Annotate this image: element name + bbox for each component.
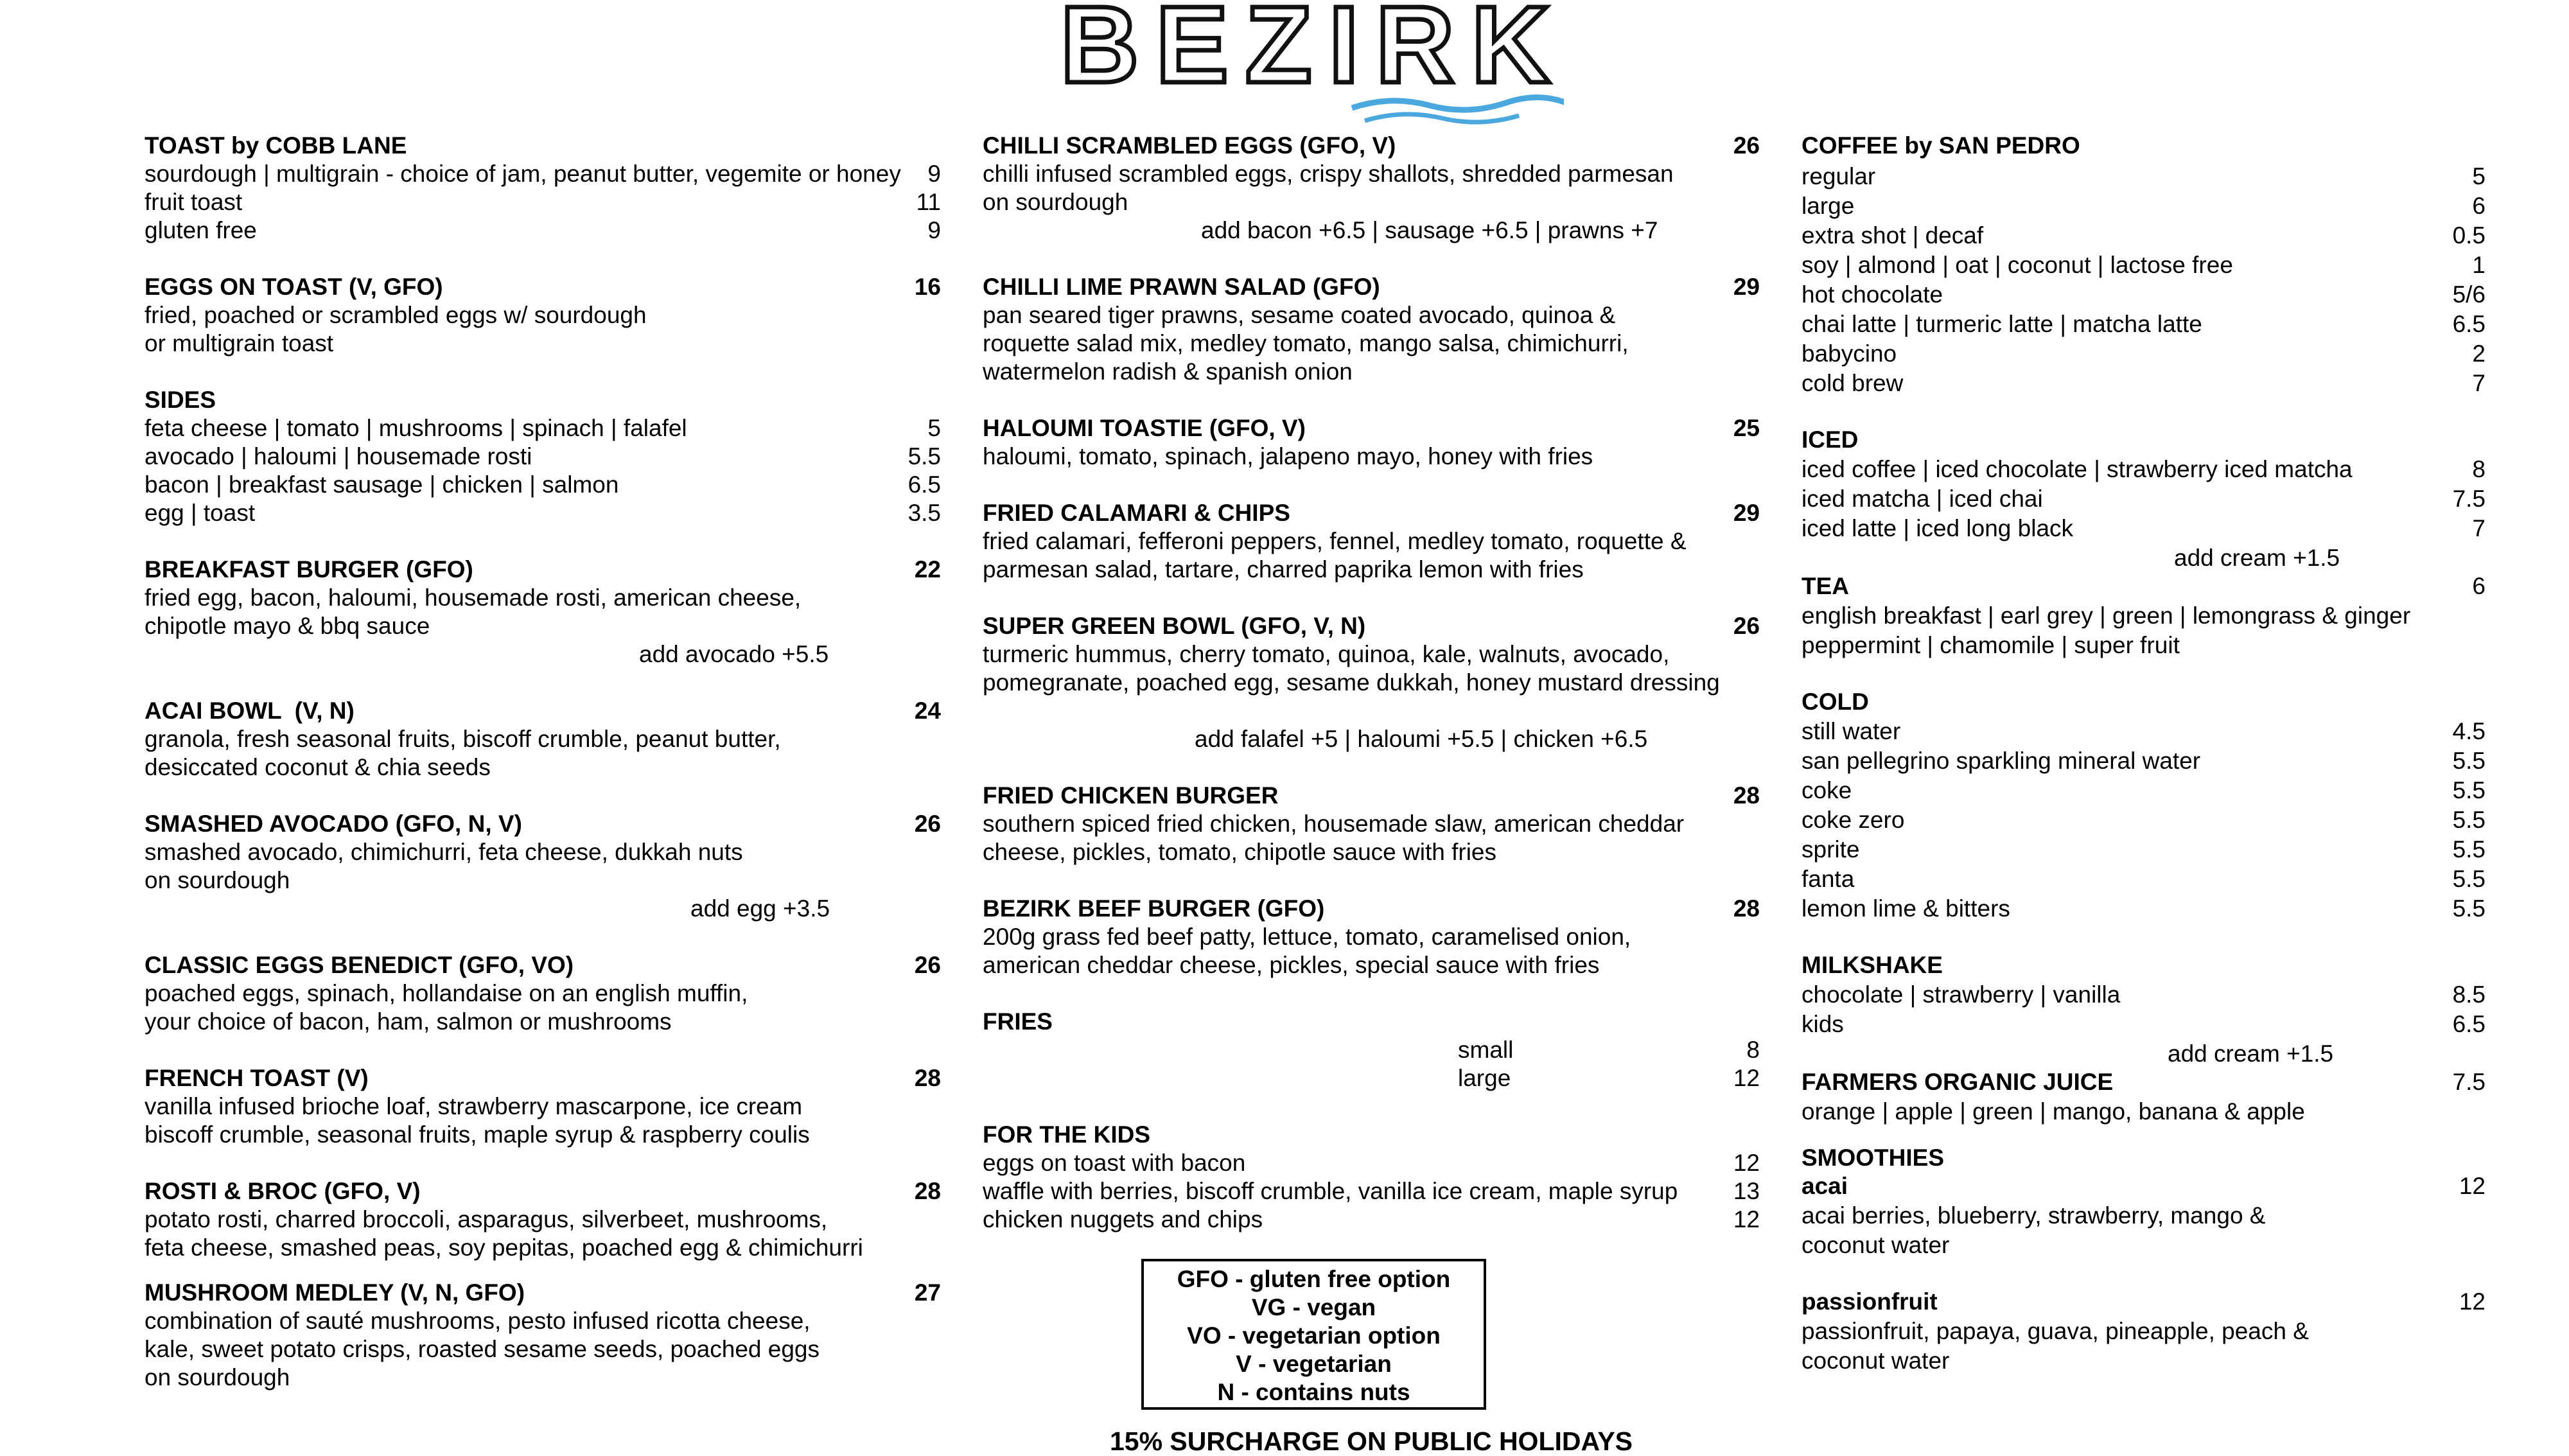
row-text: babycino	[1802, 340, 1897, 367]
row-price: 12	[1733, 1150, 1760, 1176]
row-price: 9	[927, 217, 941, 243]
item-description: haloumi, tomato, spinach, jalapeno mayo, honey with fries	[983, 443, 1593, 469]
menu-row	[1802, 747, 2486, 775]
item-description: coconut water	[1802, 1232, 1950, 1258]
menu-row	[1802, 981, 2486, 1009]
item-description: potato rosti, charred broccoli, asparagus, silverbeet, mushrooms,	[145, 1206, 828, 1232]
menu-row	[1802, 717, 2486, 746]
item-description: vanilla infused brioche loaf, strawberry mascarpone, ice cream	[145, 1093, 803, 1119]
menu-item-breakfast-burger	[145, 556, 941, 669]
row-text: regular	[1802, 163, 1876, 189]
menu-item-eggs-on-toast	[145, 273, 941, 358]
section-title: COLD	[1802, 689, 1869, 715]
item-price: 7.5	[2452, 1069, 2486, 1095]
item-description: poached eggs, spinach, hollandaise on an english muffin,	[145, 980, 748, 1006]
row-price: 5.5	[2452, 748, 2486, 774]
item-description: feta cheese, smashed peas, soy pepitas, poached egg & chimichurri	[145, 1234, 863, 1261]
item-description: smashed avocado, chimichurri, feta cheese, dukkah nuts	[145, 839, 743, 865]
legend-entry: VG - vegan	[1251, 1294, 1376, 1320]
item-description: combination of sauté mushrooms, pesto infused ricotta cheese,	[145, 1308, 811, 1334]
row-text: hot chocolate	[1802, 281, 1943, 308]
row-text: iced matcha | iced chai	[1802, 486, 2043, 512]
item-title: HALOUMI TOASTIE (GFO, V) 25	[983, 415, 1760, 441]
menu-item-chicken-burger	[983, 782, 1760, 866]
menu-item-acai-bowl	[145, 697, 941, 782]
menu-row	[145, 188, 941, 216]
item-title: CHILLI SCRAMBLED EGGS (GFO, V) 26	[983, 132, 1760, 159]
item-title: ACAI BOWL (V, N) 24	[145, 697, 941, 724]
item-title: TEA 6	[1802, 573, 2486, 599]
item-description: chipotle mayo & bbq sauce	[145, 613, 430, 639]
item-description: fried calamari, fefferoni peppers, fennel, medley tomato, roquette &	[983, 528, 1687, 554]
section-fries	[983, 1008, 1760, 1092]
menu-row	[1802, 222, 2486, 250]
row-text: egg | toast	[145, 500, 256, 526]
row-text: iced coffee | iced chocolate | strawberry iced matcha	[1802, 456, 2353, 482]
menu-row	[1802, 865, 2486, 893]
menu-row	[145, 216, 941, 245]
menu-item-mushroom-medley	[145, 1279, 941, 1392]
row-text: coke	[1802, 777, 1852, 803]
item-title: CHILLI LIME PRAWN SALAD (GFO) 29	[983, 274, 1760, 300]
row-price: 11	[916, 189, 941, 215]
item-price: 28	[1733, 782, 1760, 809]
row-price: 0.5	[2452, 222, 2486, 249]
row-price: 5	[927, 415, 941, 441]
row-text: iced latte | iced long black	[1802, 515, 2074, 541]
menu-item-green-bowl	[983, 612, 1760, 753]
item-description: chilli infused scrambled eggs, crispy shallots, shredded parmesan	[983, 161, 1674, 187]
menu-row	[983, 1177, 1760, 1206]
item-price: 26	[914, 952, 941, 978]
item-title: acai 12	[1802, 1173, 2486, 1199]
row-price: 4.5	[2452, 718, 2486, 744]
menu-row	[1802, 776, 2486, 805]
row-price: 1	[2472, 252, 2486, 278]
row-price: 5.5	[2452, 777, 2486, 803]
item-description: acai berries, blueberry, strawberry, mango &	[1802, 1202, 2266, 1229]
menu-column-food	[145, 132, 941, 1392]
menu-item-smashed-avocado	[145, 810, 941, 923]
row-price: 5.5	[2452, 836, 2486, 863]
item-price: 25	[1733, 415, 1760, 441]
row-text: chicken nuggets and chips	[983, 1206, 1263, 1232]
menu-column-mains	[983, 132, 1760, 1234]
row-text: still water	[1802, 718, 1901, 744]
item-title: passionfruit 12	[1802, 1288, 2486, 1315]
item-description: cheese, pickles, tomato, chipotle sauce with fries	[983, 839, 1496, 865]
item-description: 200g grass fed beef patty, lettuce, tomato, caramelised onion,	[983, 924, 1631, 950]
row-text: soy | almond | oat | coconut | lactose free	[1802, 252, 2233, 278]
section-coffee	[1802, 132, 2486, 398]
row-text: sourdough | multigrain - choice of jam, peanut butter, vegemite or honey	[145, 161, 901, 187]
surcharge-notice: 15% SURCHARGE ON PUBLIC HOLIDAYS	[1109, 1426, 1633, 1456]
menu-row	[983, 1206, 1760, 1234]
legend-entry: GFO - gluten free option	[1177, 1266, 1451, 1292]
item-description: granola, fresh seasonal fruits, biscoff crumble, peanut butter,	[145, 726, 781, 752]
item-description: peppermint | chamomile | super fruit	[1802, 632, 2180, 658]
section-smoothies	[1802, 1144, 2486, 1375]
item-price: 6	[2472, 573, 2486, 599]
menu-row	[1802, 310, 2486, 338]
item-addon: add egg +3.5	[690, 895, 830, 922]
menu-row	[983, 1064, 1760, 1092]
menu-row	[1802, 162, 2486, 191]
row-text: chocolate | strawberry | vanilla	[1802, 981, 2121, 1008]
menu-item-rosti-broc	[145, 1177, 941, 1262]
menu-row	[983, 1149, 1760, 1177]
item-addon: add cream +1.5	[2168, 1040, 2334, 1067]
row-text: chai latte | turmeric latte | matcha latte	[1802, 311, 2202, 337]
section-cold	[1802, 688, 2486, 923]
row-text: large	[1802, 193, 1855, 219]
dietary-legend	[1141, 1259, 1486, 1410]
row-text: coke zero	[1802, 807, 1905, 833]
item-title: SMASHED AVOCADO (GFO, N, V) 26	[145, 811, 941, 837]
section-iced	[1802, 426, 2486, 572]
row-text: san pellegrino sparkling mineral water	[1802, 748, 2201, 774]
row-price: 8	[1746, 1037, 1760, 1063]
row-price: 6.5	[2452, 311, 2486, 337]
row-price: 6.5	[907, 471, 941, 498]
item-description: english breakfast | earl grey | green | lemongrass & ginger	[1802, 602, 2411, 629]
row-price: 5.5	[907, 443, 941, 469]
section-title: COFFEE by SAN PEDRO	[1802, 132, 2080, 159]
menu-item-calamari	[983, 499, 1760, 584]
row-price: 5.5	[2452, 866, 2486, 892]
section-title: ICED	[1802, 426, 1859, 453]
menu-row	[145, 471, 941, 499]
section-milkshake	[1802, 951, 2486, 1068]
legend-entry: VO - vegetarian option	[1187, 1322, 1441, 1349]
menu-row	[145, 160, 941, 188]
menu-row	[145, 499, 941, 527]
row-price: 13	[1733, 1178, 1760, 1204]
item-price: 26	[914, 811, 941, 837]
row-text: extra shot | decaf	[1802, 222, 1984, 249]
wave-icon-lower	[1365, 114, 1519, 122]
row-price: 2	[2472, 340, 2486, 367]
item-addon: add cream +1.5	[2174, 545, 2340, 571]
menu-item-chilli-eggs	[983, 132, 1760, 245]
item-title: FARMERS ORGANIC JUICE 7.5	[1802, 1069, 2486, 1095]
section-kids	[983, 1121, 1760, 1234]
row-price: 7	[2472, 370, 2486, 396]
item-description: on sourdough	[145, 867, 290, 893]
row-text: lemon lime & bitters	[1802, 895, 2010, 922]
item-addon: add avocado +5.5	[639, 641, 829, 667]
menu-column-drinks	[1802, 132, 2486, 1375]
menu-row	[145, 414, 941, 443]
menu-row	[1802, 836, 2486, 864]
section-sides	[145, 386, 941, 527]
menu-row	[1802, 369, 2486, 398]
item-title: EGGS ON TOAST (V, GFO) 16	[145, 274, 941, 300]
section-title: FRIES	[983, 1008, 1053, 1035]
item-price: 28	[914, 1178, 941, 1204]
menu-item-tea	[1802, 572, 2486, 660]
item-description: orange | apple | green | mango, banana & apple	[1802, 1098, 2305, 1125]
legend-entry: V - vegetarian	[1236, 1351, 1392, 1377]
item-title: FRENCH TOAST (V) 28	[145, 1065, 941, 1091]
menu-row	[983, 1036, 1760, 1064]
item-title: FRIED CHICKEN BURGER 28	[983, 782, 1760, 809]
menu-item-juice	[1802, 1068, 2486, 1126]
row-price: 5/6	[2452, 281, 2486, 308]
item-price: 29	[1733, 274, 1760, 300]
legend-entry: N - contains nuts	[1217, 1379, 1410, 1405]
section-title: SMOOTHIES	[1802, 1145, 1945, 1171]
item-price: 29	[1733, 500, 1760, 526]
row-price: 5	[2472, 163, 2486, 189]
menu-row	[145, 443, 941, 471]
row-price: 7.5	[2452, 486, 2486, 512]
item-description: american cheddar cheese, pickles, special sauce with fries	[983, 952, 1600, 978]
section-title: MILKSHAKE	[1802, 952, 1943, 978]
item-description: passionfruit, papaya, guava, pineapple, peach &	[1802, 1318, 2309, 1344]
item-price: 26	[1733, 132, 1760, 159]
item-price: 22	[914, 556, 941, 583]
menu-row	[1802, 455, 2486, 484]
bezirk-logo	[1063, 0, 1564, 135]
item-title: CLASSIC EGGS BENEDICT (GFO, VO) 26	[145, 952, 941, 978]
item-description: your choice of bacon, ham, salmon or mushrooms	[145, 1008, 672, 1035]
item-description: biscoff crumble, seasonal fruits, maple syrup & raspberry coulis	[145, 1121, 810, 1148]
menu-row	[1802, 340, 2486, 368]
row-price: 5.5	[2452, 895, 2486, 922]
item-description: pan seared tiger prawns, sesame coated avocado, quinoa &	[983, 302, 1616, 328]
row-text: fruit toast	[145, 189, 243, 215]
section-toast	[145, 132, 941, 245]
item-price: 24	[914, 697, 941, 724]
item-description: desiccated coconut & chia seeds	[145, 754, 491, 780]
item-price: 27	[914, 1279, 941, 1306]
row-text: kids	[1802, 1011, 1844, 1037]
row-text: waffle with berries, biscoff crumble, vanilla ice cream, maple syrup	[983, 1178, 1678, 1204]
item-description: southern spiced fried chicken, housemade slaw, american cheddar	[983, 811, 1685, 837]
row-text: gluten free	[145, 217, 257, 243]
row-text: fanta	[1802, 866, 1855, 892]
row-price: 12	[1733, 1206, 1760, 1232]
item-description: on sourdough	[145, 1364, 290, 1390]
section-title: FOR THE KIDS	[983, 1121, 1151, 1148]
row-price: 6	[2472, 193, 2486, 219]
item-title: MUSHROOM MEDLEY (V, N, GFO) 27	[145, 1279, 941, 1306]
row-text: eggs on toast with bacon	[983, 1150, 1246, 1176]
menu-row	[1802, 514, 2486, 543]
item-description: coconut water	[1802, 1347, 1950, 1374]
item-title: BEZIRK BEEF BURGER (GFO) 28	[983, 895, 1760, 922]
item-title: BREAKFAST BURGER (GFO) 22	[145, 556, 941, 583]
item-description: on sourdough	[983, 189, 1128, 215]
item-description: roquette salad mix, medley tomato, mango salsa, chimichurri,	[983, 330, 1629, 356]
row-text: bacon | breakfast sausage | chicken | salmon	[145, 471, 619, 498]
menu-row	[1802, 806, 2486, 834]
item-description: watermelon radish & spanish onion	[983, 358, 1353, 385]
menu-item-haloumi-toastie	[983, 414, 1760, 471]
item-price: 16	[914, 274, 941, 300]
row-text: feta cheese | tomato | mushrooms | spinach | falafel	[145, 415, 687, 441]
menu-row	[1802, 192, 2486, 220]
item-description: or multigrain toast	[145, 330, 334, 356]
row-price: 6.5	[2452, 1011, 2486, 1037]
menu-item-french-toast	[145, 1064, 941, 1149]
item-description: kale, sweet potato crisps, roasted sesame seeds, poached eggs	[145, 1336, 820, 1362]
item-price: 28	[914, 1065, 941, 1091]
item-price: 12	[2459, 1173, 2486, 1199]
row-price: 12	[1733, 1065, 1760, 1091]
menu-row	[1802, 1010, 2486, 1039]
section-title: TOAST by COBB LANE	[145, 132, 407, 159]
row-price: 7	[2472, 515, 2486, 541]
item-title: SUPER GREEN BOWL (GFO, V, N) 26	[983, 613, 1760, 639]
menu-item-eggs-benedict	[145, 951, 941, 1036]
menu-item-beef-burger	[983, 895, 1760, 979]
item-description: turmeric hummus, cherry tomato, quinoa, kale, walnuts, avocado,	[983, 641, 1670, 667]
item-description: fried, poached or scrambled eggs w/ sourdough	[145, 302, 647, 328]
row-price: 3.5	[907, 500, 941, 526]
row-text: large	[1458, 1065, 1511, 1091]
item-addon: add falafel +5 | haloumi +5.5 | chicken +6.5	[1195, 726, 1648, 752]
item-price: 28	[1733, 895, 1760, 922]
section-title: SIDES	[145, 387, 216, 413]
menu-row	[1802, 251, 2486, 279]
logo-text: BEZIRK	[1063, 0, 1564, 106]
item-price: 26	[1733, 613, 1760, 639]
menu-row	[1802, 485, 2486, 513]
row-price: 5.5	[2452, 807, 2486, 833]
item-description: fried egg, bacon, haloumi, housemade rosti, american cheese,	[145, 584, 802, 611]
menu-row	[1802, 895, 2486, 923]
row-text: avocado | haloumi | housemade rosti	[145, 443, 532, 469]
item-description: parmesan salad, tartare, charred paprika lemon with fries	[983, 556, 1584, 583]
row-text: cold brew	[1802, 370, 1904, 396]
menu-row	[1802, 281, 2486, 309]
menu-item-prawn-salad	[983, 273, 1760, 386]
item-price: 12	[2459, 1288, 2486, 1315]
item-title: ROSTI & BROC (GFO, V) 28	[145, 1178, 941, 1204]
item-title: FRIED CALAMARI & CHIPS 29	[983, 500, 1760, 526]
item-description: pomegranate, poached egg, sesame dukkah, honey mustard dressing	[983, 669, 1720, 696]
row-price: 8.5	[2452, 981, 2486, 1008]
item-addon: add bacon +6.5 | sausage +6.5 | prawns +7	[1201, 217, 1658, 243]
row-price: 9	[927, 161, 941, 187]
row-text: small	[1458, 1037, 1514, 1063]
row-price: 8	[2472, 456, 2486, 482]
row-text: sprite	[1802, 836, 1860, 863]
